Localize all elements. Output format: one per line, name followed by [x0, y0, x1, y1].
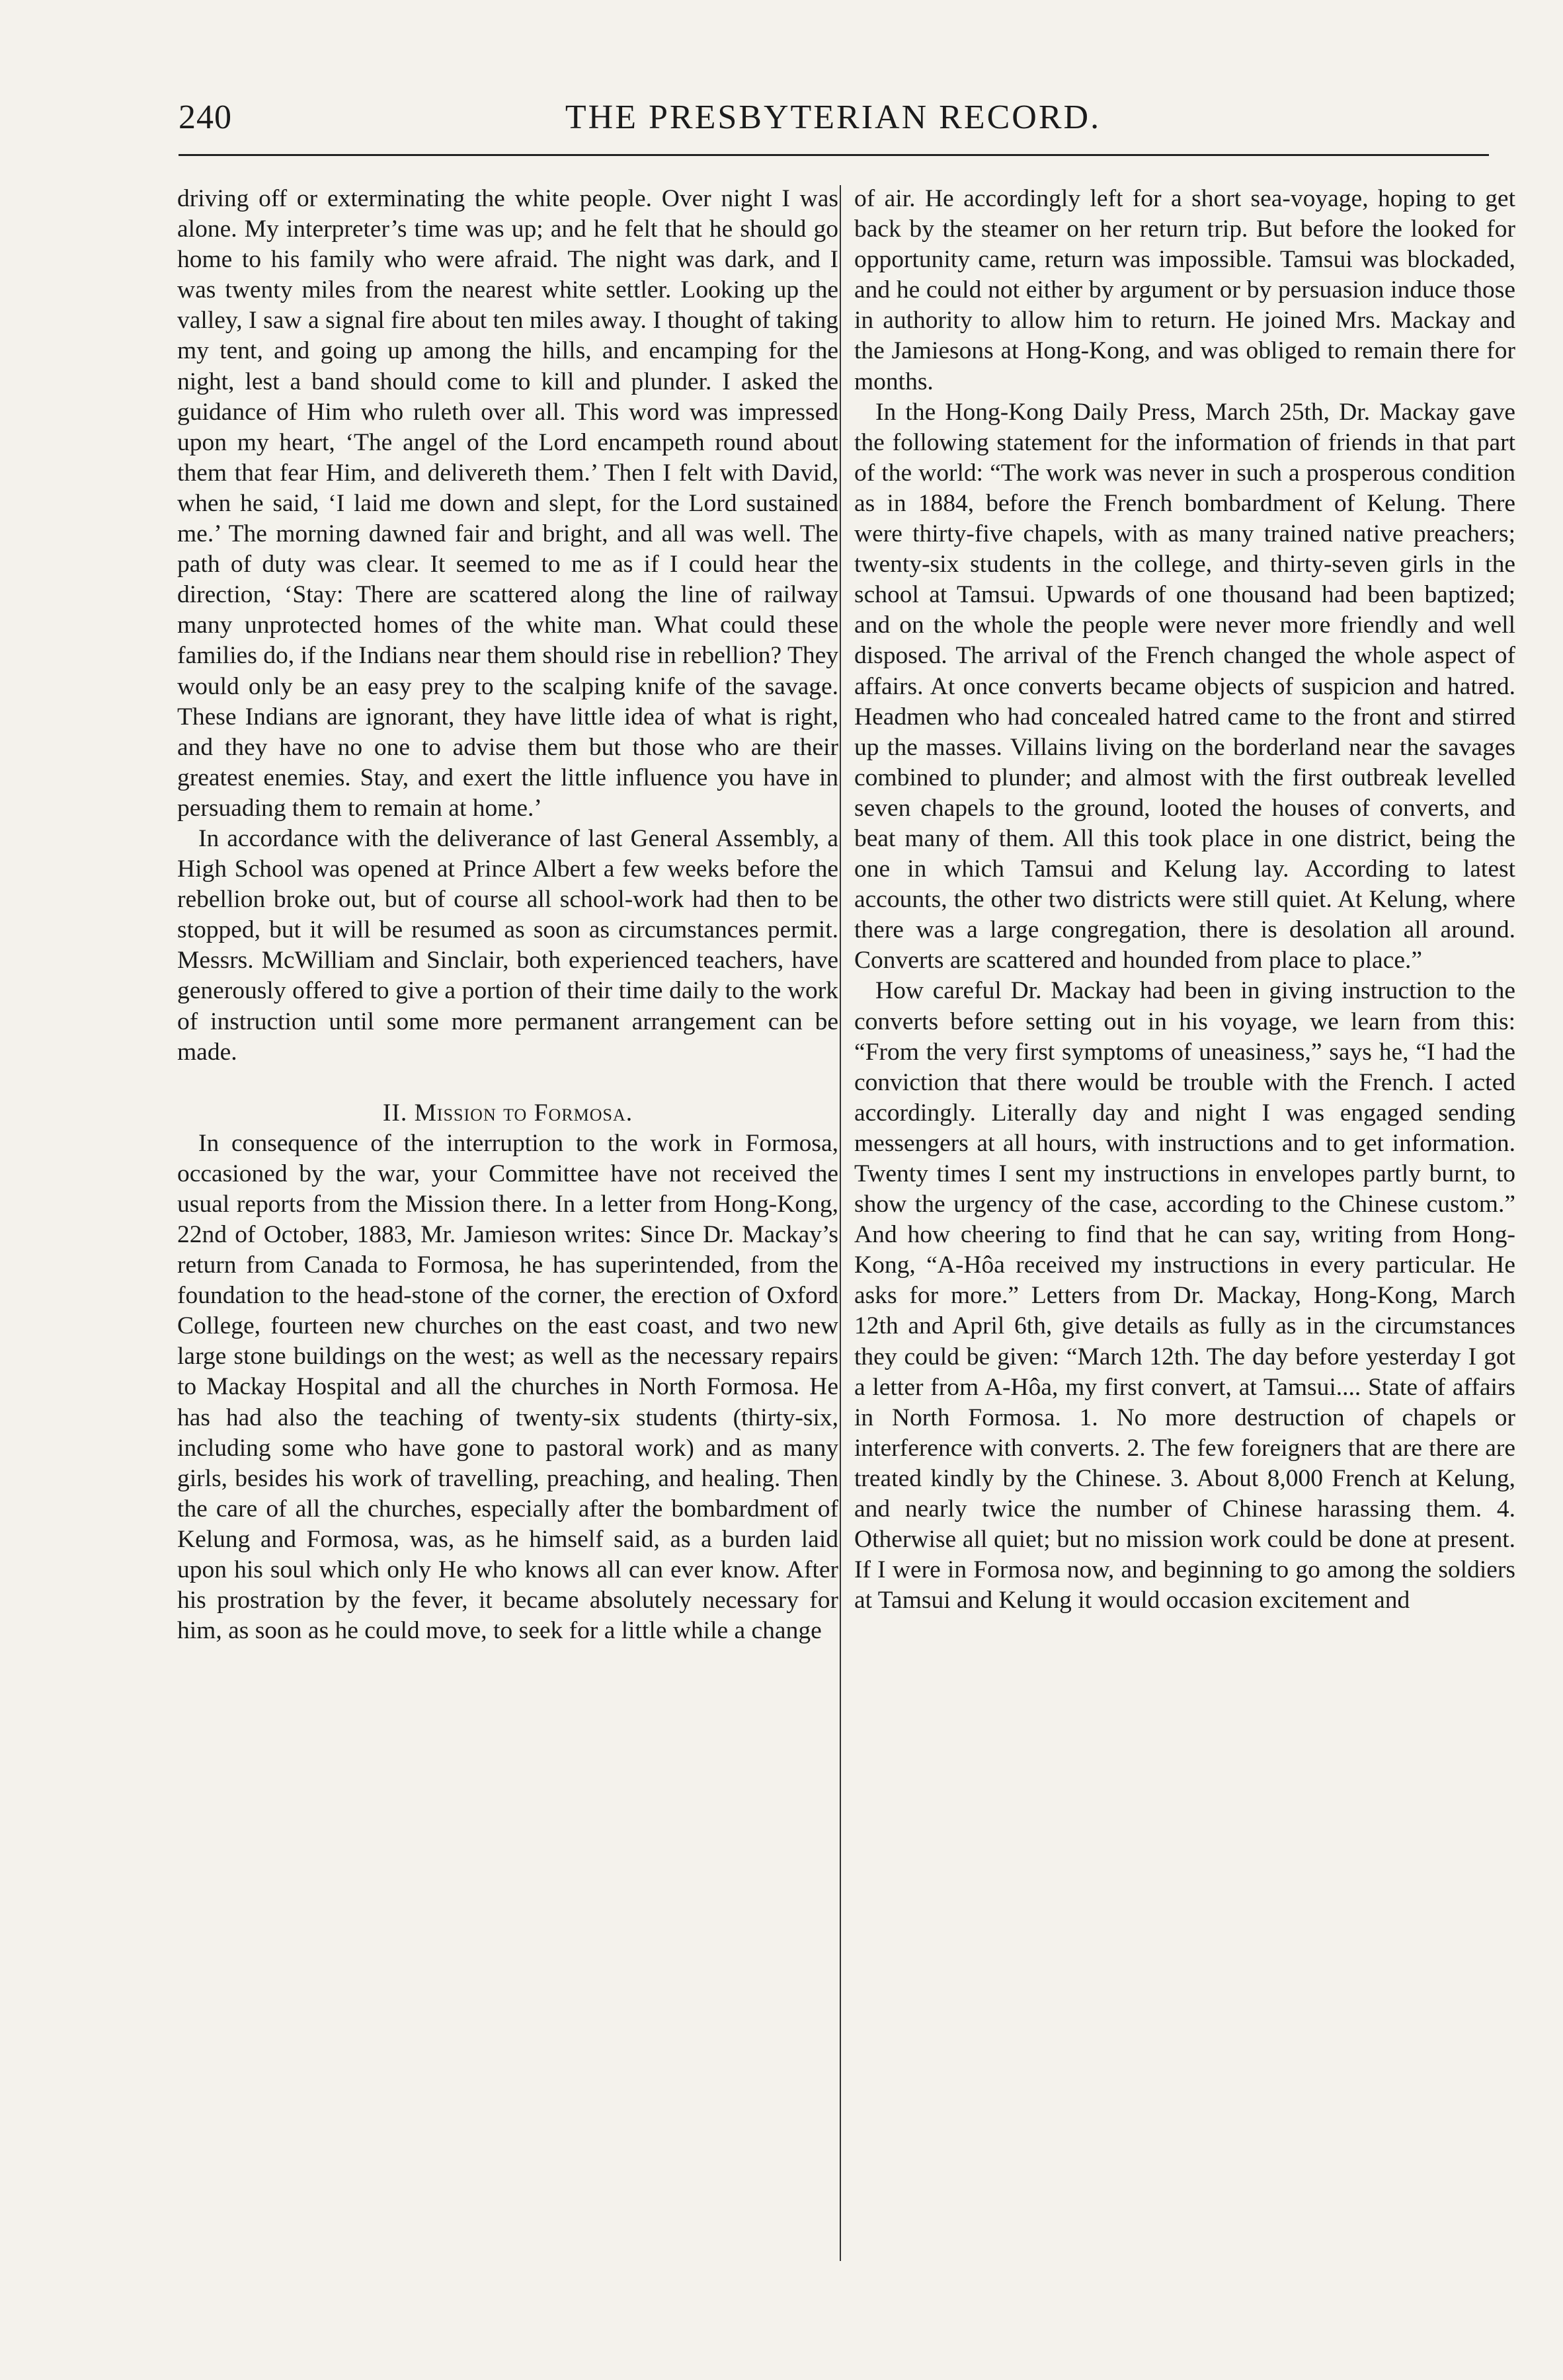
- left-paragraph-1: driving off or exterminating the white people. Over night I was alone. My interpreter’s time was up; and he felt that he should go home to his family who were afraid. The night was dark, and I was twenty miles from the nearest white settler. Looking up the valley, I saw a signal fire about ten miles away. I thought of taking my tent, and going up among the hills, and encamping for the night, lest a band should come to kill and plunder. I asked the guidance of Him who ruleth over all. This word was impressed upon my heart, ‘The angel of the Lord encampeth round about them that fear Him, and delivereth them.’ Then I felt with David, when he said, ‘I laid me down and slept, for the Lord sustained me.’ The morning dawned fair and bright, and all was well. The path of duty was clear. It seemed to me as if I could hear the direction, ‘Stay: There are scattered along the line of railway many unprotected homes of the white man. What could these families do, if the Indians near them should rise in rebellion? They would only be an easy prey to the scalping knife of the savage. These Indians are ignorant, they have little idea of what is right, and they have no one to advise them but those who are their greatest enemies. Stay, and exert the little influence you have in persuading them to remain at home.’: [177, 185, 838, 822]
- running-head: [179, 98, 1488, 151]
- right-column: [854, 184, 1515, 1616]
- left-paragraph-2: In accordance with the deliverance of last General Assembly, a High School was opened at Prince Albert a few weeks before the rebellion broke out, but of course all school-work had then to be stopped, but it will be resumed as soon as circumstances permit. Messrs. McWilliam and Sinclair, both experienced teachers, have generously offered to give a portion of their time daily to the work of instruction until some more permanent arrangement can be made.: [177, 824, 838, 1066]
- right-paragraph-2: In the Hong-Kong Daily Press, March 25th, Dr. Mackay gave the following statement for the information of friends in that part of the world: “The work was never in such a prosperous condition as in 1884, before the French bombardment of Kelung. There were thirty-five chapels, with as many trained native preachers; twenty-six students in the college, and thirty-seven girls in the school at Tamsui. Upwards of one thousand had been baptized; and on the whole the people were never more friendly and well disposed. The arrival of the French changed the whole aspect of affairs. At once converts became objects of suspicion and hatred. Headmen who had concealed hatred came to the front and stirred up the masses. Villains living on the borderland near the savages combined to plunder; and almost with the first outbreak levelled seven chapels to the ground, looted the houses of converts, and beat many of them. All this took place in one district, being the one in which Tamsui and Kelung lay. According to latest accounts, the other two districts were still quiet. At Kelung, where there was a large congregation, there is desolation all around. Converts are scattered and hounded from place to place.”: [854, 398, 1515, 974]
- left-column: [177, 184, 838, 1646]
- page-number: 240: [179, 99, 232, 136]
- right-paragraph-3: How careful Dr. Mackay had been in giving instruction to the converts before setting out in his voyage, we learn from this: “From the very first symptoms of uneasiness,” says he, “I had the conviction that there would be trouble with the French. I acted accordingly. Literally day and night I was engaged sending messengers at all hours, with instructions and to get information. Twenty times I sent my instructions in envelopes partly burnt, to show the urgency of the case, according to the Chinese custom.” And how cheering to find that he can say, writing from Hong-Kong, “A-Hôa received my instructions in every particular. He asks for more.” Letters from Dr. Mackay, Hong-Kong, March 12th and April 6th, give details as fully as in the circumstances they could be given: “March 12th. The day before yesterday I got a letter from A-Hôa, my first convert, at Tamsui.... State of affairs in North Formosa. 1. No more destruction of chapels or interference with converts. 2. The few foreigners that are there are treated kindly by the Chinese. 3. About 8,000 French at Kelung, and nearly twice the number of Chinese harassing them. 4. Otherwise all quiet; but no mission work could be done at present. If I were in Formosa now, and beginning to go among the soldiers at Tamsui and Kelung it would occasion excitement and: [854, 977, 1515, 1614]
- journal-title: THE PRESBYTERIAN RECORD.: [565, 99, 1102, 136]
- left-paragraph-3: In consequence of the interruption to the work in Formosa, occasioned by the war, your Committee have not received the usual reports from the Mission there. In a letter from Hong-Kong, 22nd of October, 1883, Mr. Jamieson writes: Since Dr. Mackay’s return from Canada to Formosa, he has superintended, from the foundation to the head-stone of the corner, the erection of Oxford College, fourteen new churches on the east coast, and two new large stone buildings on the west; as well as the necessary repairs to Mackay Hospital and all the churches in North Formosa. He has had also the teaching of twenty-six students (thirty-six, including some who have gone to pastoral work) and as many girls, besides his work of travelling, preaching, and healing. Then the care of all the churches, especially after the bombardment of Kelung and Formosa, was, as he himself said, as a burden laid upon his soul which only He who knows all can ever know. After his prostration by the fever, it became absolutely necessary for him, as soon as he could move, to seek for a little while a change: [177, 1129, 838, 1645]
- column-divider: [840, 185, 841, 2261]
- section-heading: II. Mission to Formosa.: [382, 1099, 633, 1127]
- header-rule: [179, 154, 1489, 156]
- right-paragraph-1: of air. He accordingly left for a short sea-voyage, hoping to get back by the steamer on her return trip. But before the looked for opportunity came, return was impossible. Tamsui was blockaded, and he could not either by argument or by persuasion induce those in authority to allow him to return. He joined Mrs. Mackay and the Jamiesons at Hong-Kong, and was obliged to remain there for months.: [854, 185, 1515, 395]
